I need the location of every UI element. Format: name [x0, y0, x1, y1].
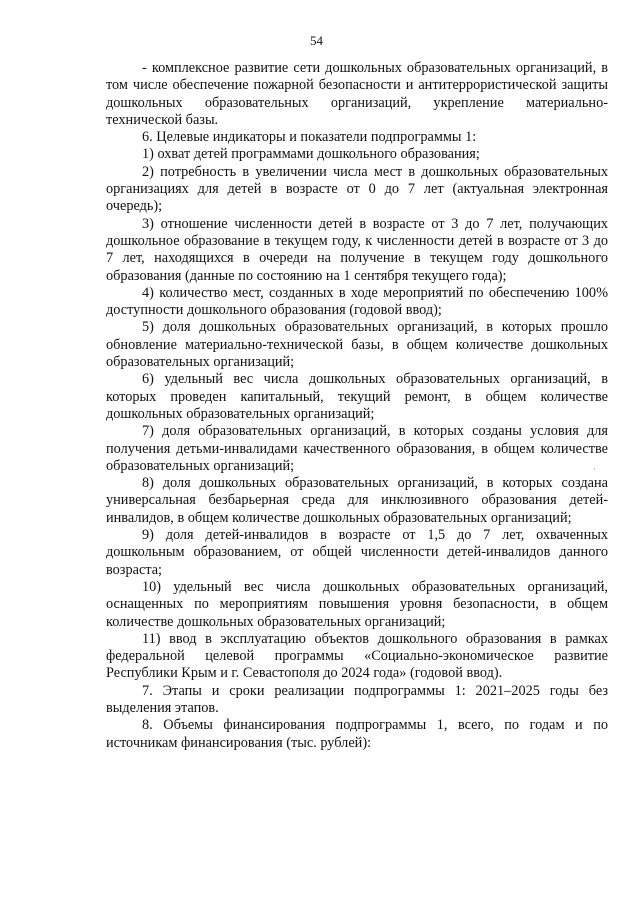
paragraph-indicator-10: 10) удельный вес числа дошкольных образовательных организаций, оснащенных по мероприятиям повышения уровня безопасности, в общем количестве дошкольных образовательных организаций; — [106, 578, 608, 630]
paragraph-indicator-3: 3) отношение численности детей в возрасте от 3 до 7 лет, получающих дошкольное образование в текущем году, к численности детей в возрасте от 3 до 7 лет, находящихся в очереди на получение в текущем году дошкольного образования (данные по состоянию на 1 сентября текущего года); — [106, 215, 608, 284]
paragraph-indicator-9: 9) доля детей-инвалидов в возрасте от 1,5 до 7 лет, охваченных дошкольным образованием, от общей численности детей-инвалидов данного возраста; — [106, 527, 608, 578]
paragraph-indicator-2: 2) потребность в увеличении числа мест в дошкольных образовательных организациях для детей в возрасте от 0 до 7 лет (актуальная электронная очередь); — [106, 163, 608, 215]
scan-dot: · — [593, 465, 596, 474]
paragraph-stages: 7. Этапы и сроки реализации подпрограммы 1: 2021–2025 годы без выделения этапов. — [106, 682, 608, 716]
paragraph-indicator-8: 8) доля дошкольных образовательных организаций, в которых создана универсальная безбарьерная среда для инклюзивного образования детей-инвалидов, в общем количестве дошкольных образовательных организаций; — [106, 475, 608, 526]
paragraph-indicator-5: 5) доля дошкольных образовательных организаций, в которых прошло обновление материально-технической базы, в общем количестве дошкольных образовательных организаций; — [106, 319, 608, 371]
page-number: 54 — [310, 33, 323, 48]
document-body — [106, 60, 608, 752]
paragraph-funding: 8. Объемы финансирования подпрограммы 1, всего, по годам и по источникам финансирования (тыс. рублей): — [106, 717, 608, 751]
paragraph-objective: - комплексное развитие сети дошкольных образовательных организаций, в том числе обеспечение пожарной безопасности и антитеррористической защиты дошкольных образовательных организаций, укрепление материально-технической базы. — [106, 60, 608, 128]
paragraph-indicator-11: 11) ввод в эксплуатацию объектов дошкольного образования в рамках федеральной целевой программы «Социально-экономическое развитие Республики Крым и г. Севастополя до 2024 года» (годовой ввод). — [106, 630, 608, 682]
paragraph-indicator-1: 1) охват детей программами дошкольного образования; — [142, 146, 480, 163]
paragraph-indicator-6: 6) удельный вес числа дошкольных образовательных организаций, в которых проведен капитальный, текущий ремонт, в общем количестве дошкольных образовательных организаций; — [106, 371, 608, 422]
paragraph-indicators-heading: 6. Целевые индикаторы и показатели подпрограммы 1: — [142, 129, 477, 146]
paragraph-indicator-4: 4) количество мест, созданных в ходе мероприятий по обеспечению 100% доступности дошкольного образования (годовой ввод); — [106, 284, 608, 319]
paragraph-indicator-7: 7) доля образовательных организаций, в которых созданы условия для получения детьми-инвалидами качественного образования, в общем количестве образовательных организаций; — [106, 423, 608, 474]
